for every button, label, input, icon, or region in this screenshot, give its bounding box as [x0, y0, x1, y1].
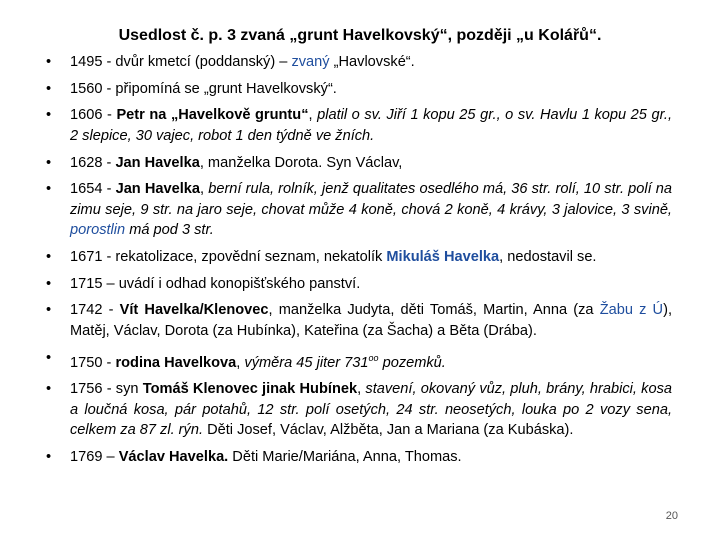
- entry-text: 1671 - rekatolizace, zpovědní seznam, nekatolík: [70, 248, 387, 265]
- entry-text: platil o sv. Jiří 1 kopu 25 gr., o sv. Havlu 1 kopu 25 gr., 2 slepice, 30 vajec, robot 1 den týdně ve žních.: [70, 107, 673, 144]
- entry-text: Vít Havelka/Klenovec: [119, 302, 269, 319]
- entry-text: ,: [200, 181, 209, 198]
- entry-text: ,: [308, 107, 318, 124]
- page-title: Usedlost č. p. 3 zvaná „grunt Havelkovský“, později „u Kolářů“.: [118, 27, 602, 44]
- entry-text: Děti Marie/Mariána, Anna, Thomas.: [228, 448, 462, 465]
- entry-text: ), Matěj, Václav, Dorota (za Hubínka), Kateřina (za Šacha) a Běta (Drába).: [70, 302, 672, 339]
- entry-text: 1560 - připomíná se „grunt Havelkovský“.: [70, 80, 337, 97]
- list-item: [46, 105, 672, 146]
- entry-text: rodina Havelkova: [115, 354, 237, 371]
- entry-text: 1742 -: [70, 302, 120, 319]
- entry-text: Tomáš Klenovec jinak Hubínek: [142, 381, 358, 398]
- entry-text: 1628 -: [70, 154, 116, 171]
- entry-text: 1756 - syn: [70, 381, 143, 398]
- entry-text: 1495 - dvůr kmetcí (poddanský) –: [70, 54, 292, 70]
- list-item: [46, 79, 672, 100]
- entry-text: výměra 45 jiter 731: [244, 354, 369, 371]
- entry-text: stavení, okovaný vůz, pluh, brány, hrabici, kosa a loučná kosa, pár potahů, 12 str. polí osetých, 24 str. neosetých, louka po 2 vozy sena, celkem za 87 zl. rýn.: [70, 381, 672, 439]
- list-item: [46, 300, 672, 341]
- list-item: [46, 348, 672, 373]
- entry-text: Mikuláš Havelka: [386, 248, 500, 265]
- entry-list: [46, 52, 672, 473]
- entry-text: , nedostavil se.: [499, 248, 597, 265]
- list-item: [46, 379, 672, 441]
- entry-text: berní rula, rolník, jenž qualitates osedlého má, 36 str. rolí, 10 str. polí na zimu seje, 9 str. na jaro seje, chovat může 4 koně, chová 2 koně, 4 krávy, 3 jalovice, 3 svině,: [70, 181, 673, 218]
- entry-text: Děti Josef, Václav, Alžběta, Jan a Mariana (za Kubáska).: [203, 422, 574, 439]
- entry-text: „Havlovské“.: [329, 54, 415, 70]
- entry-text: oo: [368, 352, 379, 363]
- list-item: [46, 153, 672, 174]
- entry-text: , manželka Dorota. Syn Václav,: [199, 154, 403, 171]
- entry-text: 1750 -: [70, 354, 116, 371]
- entry-text: Jan Havelka: [115, 181, 201, 198]
- list-item: [46, 274, 672, 295]
- list-item: [46, 247, 672, 268]
- page-number: 20: [665, 510, 678, 522]
- entry-text: 1654 -: [70, 181, 116, 198]
- entry-text: Jan Havelka: [115, 154, 200, 171]
- entry-text: 1715 – uvádí i odhad konopišťského panství.: [70, 275, 361, 292]
- entry-text: má pod 3 str.: [125, 222, 214, 239]
- list-item: [46, 179, 672, 241]
- entry-text: Žabu z Ú: [599, 302, 664, 319]
- entry-text: Petr na „Havelkově gruntu“: [116, 107, 309, 124]
- entry-text: zvaný: [291, 54, 330, 70]
- entry-text: pozemků.: [378, 354, 446, 371]
- entry-text: Václav Havelka.: [118, 448, 229, 465]
- entry-text: , manželka Judyta, děti Tomáš, Martin, Anna (za: [268, 302, 600, 319]
- entry-text: 1606 -: [70, 107, 117, 124]
- entry-text: ,: [357, 381, 366, 398]
- list-item: [46, 52, 672, 73]
- entry-text: 1769 –: [70, 448, 119, 465]
- list-item: [46, 447, 672, 468]
- entry-text: ,: [236, 354, 245, 371]
- entry-text: porostlin: [70, 222, 126, 239]
